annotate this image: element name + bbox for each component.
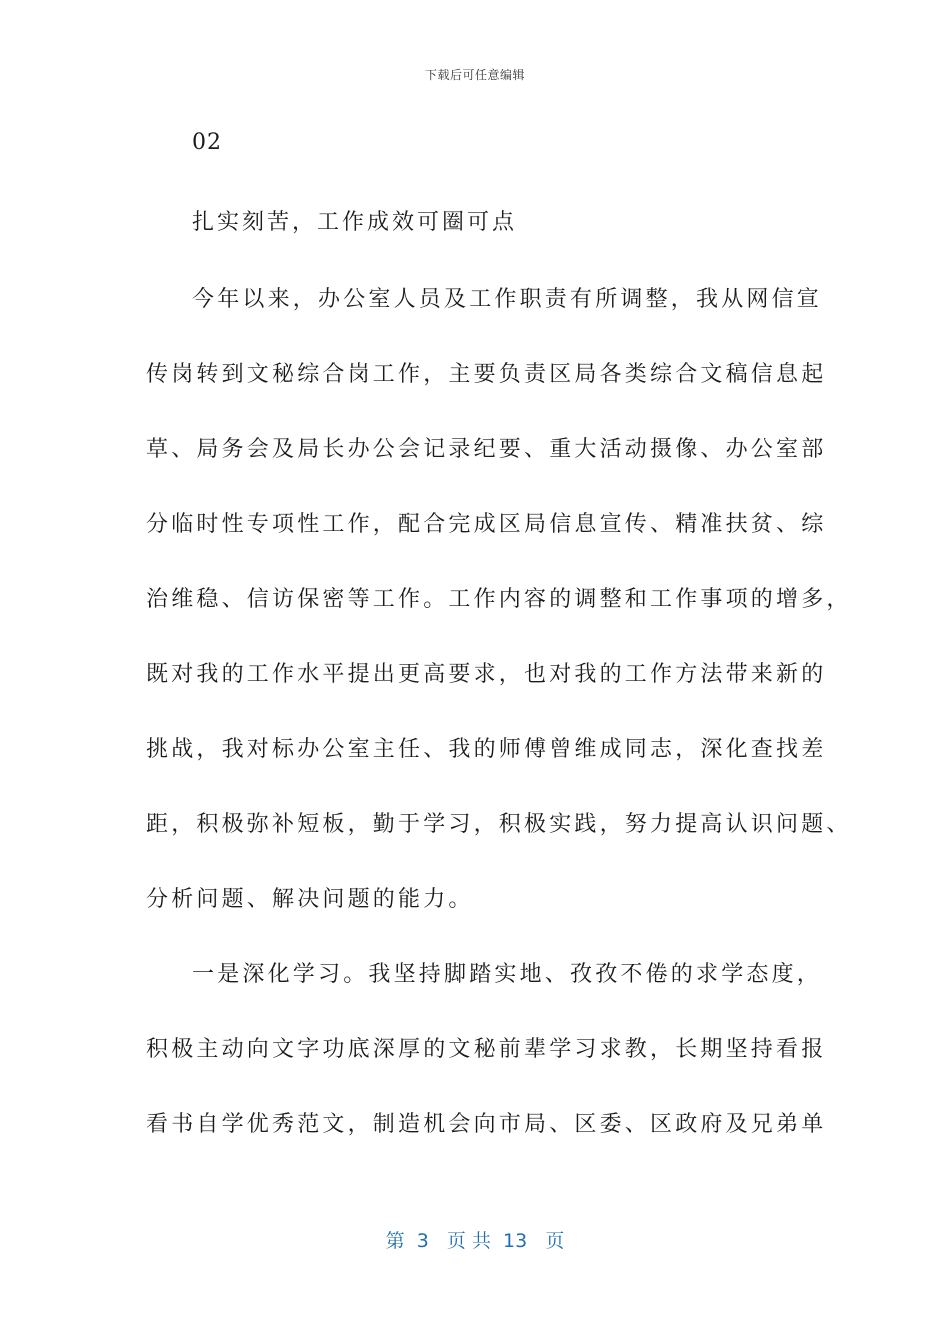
paragraph-line: 距，积极弥补短板，勤于学习，积极实践，努力提高认识问题、 (146, 812, 852, 837)
paragraph-line: 积极主动向文字功底深厚的文秘前辈学习求教，长期坚持看报 (146, 1037, 827, 1062)
section-title: 扎实刻苦，工作成效可圈可点 (192, 210, 518, 235)
paragraph-line: 分析问题、解决问题的能力。 (146, 887, 474, 912)
header-note: 下载后可任意编辑 (424, 68, 525, 82)
paragraph-line: 今年以来，办公室人员及工作职责有所调整，我从网信宣 (192, 287, 823, 312)
paragraph-line: 既对我的工作水平提出更高要求，也对我的工作方法带来新的 (146, 662, 827, 687)
paragraph-line: 草、局务会及局长办公会记录纪要、重大活动摄像、办公室部 (146, 437, 827, 462)
paragraph-line: 看书自学优秀范文，制造机会向市局、区委、区政府及兄弟单 (146, 1112, 827, 1137)
page-number-footer: 第 3 页 共 13 页 (385, 1230, 565, 1252)
paragraph-line: 一是深化学习。我坚持脚踏实地、孜孜不倦的求学态度， (192, 962, 823, 987)
paragraph-line: 挑战，我对标办公室主任、我的师傅曾维成同志，深化查找差 (146, 737, 827, 762)
section-number: 02 (192, 130, 222, 155)
paragraph-line: 治维稳、信访保密等工作。工作内容的调整和工作事项的增多， (146, 587, 852, 612)
paragraph-line: 传岗转到文秘综合岗工作，主要负责区局各类综合文稿信息起 (146, 362, 827, 387)
paragraph-line: 分临时性专项性工作，配合完成区局信息宣传、精准扶贫、综 (146, 512, 827, 537)
